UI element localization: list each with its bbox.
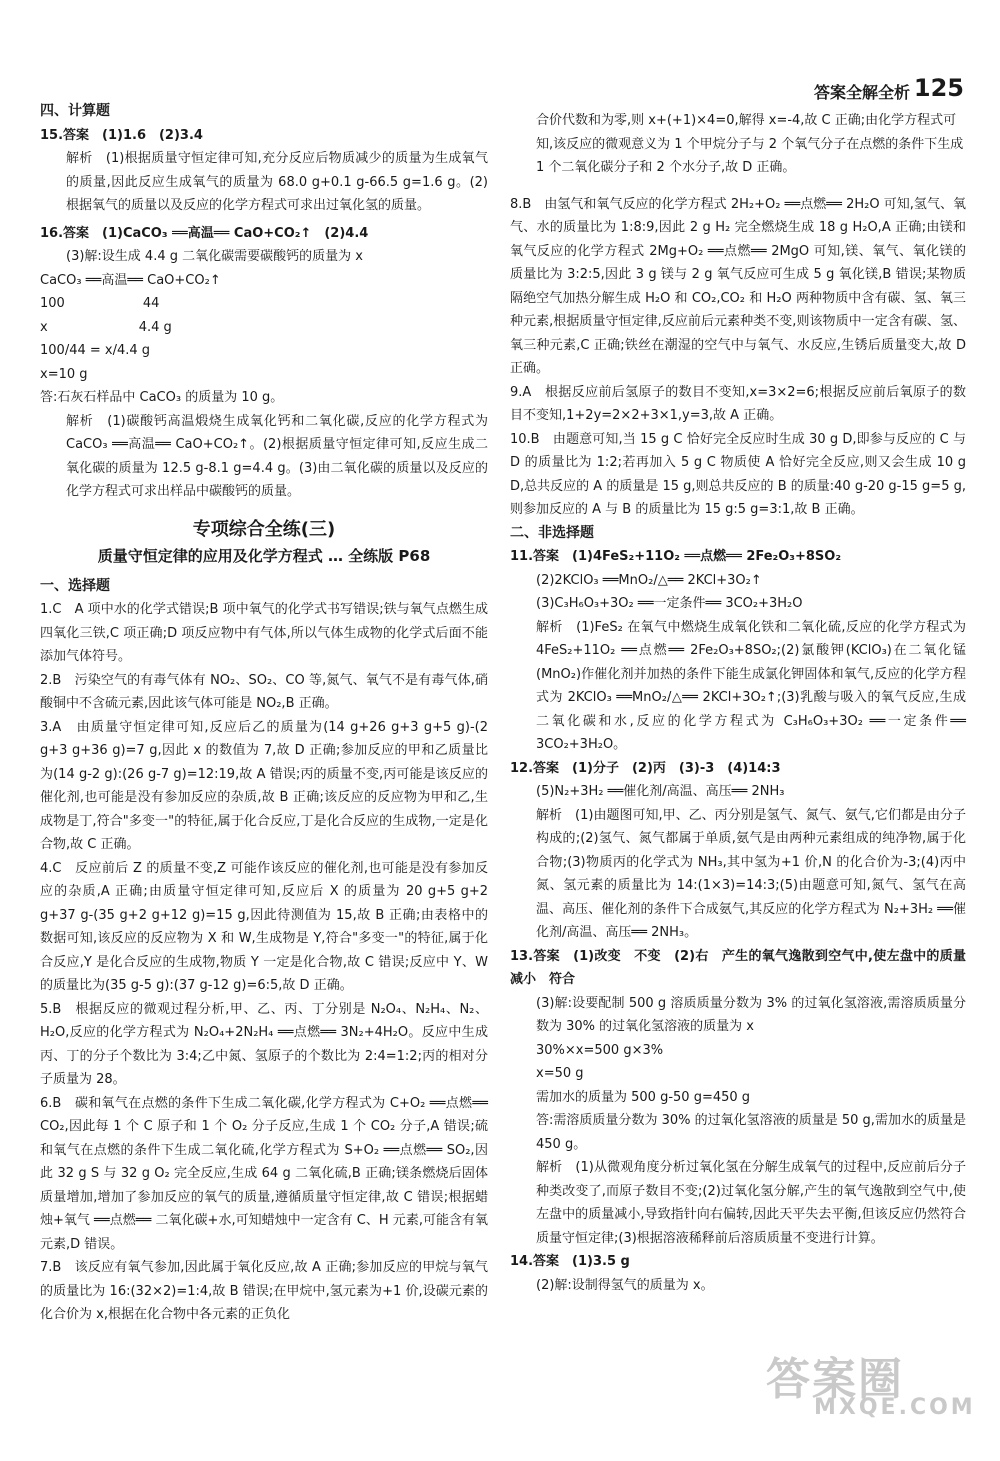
question-15: [40, 124, 488, 218]
solution-line: CaCO₃ ══高温══ CaO+CO₂↑: [40, 272, 221, 288]
header-section-title: 答案全解全析: [813, 83, 910, 102]
choice-item: 7.B 该反应有氧气参加,因此属于氧化反应,故 A 正确;参加反应的甲烷与氧气的质量比为 16:(32×2)=1:4,故 B 错误;在甲烷中,氢元素为+1 价,设碳元素的化合价为 x,根据在化合物中各元素的正负化: [40, 1260, 488, 1322]
answer-line: 13.答案 (1)改变 不变 (2)右 产生的氧气逸散到空气中,使左盘中的质量减小 符合: [510, 948, 966, 987]
answer-line: (5)N₂+3H₂ ══催化剂/高温、高压══ 2NH₃: [536, 784, 785, 799]
question-16: [40, 222, 488, 504]
choice-item: 1.C A 项中水的化学式错误;B 项中氧气的化学式书写错误;铁与氧气点燃生成四氧化三铁,C 项正确;D 项反应物中有气体,所以气体生成物的化学式后面不能添加气体符号。: [40, 602, 488, 664]
choice-item: 10.B 由题意可知,当 15 g C 恰好完全反应时生成 30 g D,即参与反应的 C 与 D 的质量比为 1:2;若再加入 5 g C 物质使 A 恰好完全反应,则又会生成 10 g D,总共反应的 A 的质量是 15 g,则总共反应的 B 的质量:40 g-20 g-15 g=5 g,则参加反应的 A 与 B 的质量比为 15 g:5 g=3:1,故 B 正确。: [510, 431, 966, 517]
explanation: 解析 (1)由题图可知,甲、乙、丙分别是氢气、氮气、氨气,它们都是由分子构成的;(2)氢气、氮气都属于单质,氨气是由两种元素组成的纯净物,属于化合物;(3)物质丙的化学式为 NH₃,其中氢为+1 价,N 的化合价为-3;(4)丙中氮、氢元素的质量比为 14:(1×3)=14:3;(5)由题意可知,氮气、氢气在高温、高压、催化剂的条件下合成氨气,其反应的化学方程式为 N₂+3H₂ ══催化剂/高温、高压══ 2NH₃。: [536, 807, 966, 940]
section-subtitle: 质量守恒定律的应用及化学方程式 … 全练版 P68: [97, 547, 431, 565]
question-11: [510, 545, 966, 757]
explanation: 解析 (1)根据质量守恒定律可知,充分反应后物质减少的质量为生成氧气的质量,因此反应生成氧气的质量为 68.0 g+0.1 g-66.5 g=1.6 g。(2)根据氧气的质量以及反应的化学方程式可求出过氧化氢的质量。: [66, 151, 488, 213]
answer-line: (2)2KClO₃ ══MnO₂/△══ 2KCl+3O₂↑: [536, 572, 762, 588]
answer-line: (3)C₃H₆O₃+3O₂ ══一定条件══ 3CO₂+3H₂O: [536, 596, 803, 611]
answer-line: 12.答案 (1)分子 (2)丙 (3)-3 (4)14:3: [510, 760, 781, 776]
solution-line: (2)解:设制得氢气的质量为 x。: [536, 1277, 714, 1293]
solution-line: 答:石灰石样品中 CaCO₃ 的质量为 10 g。: [40, 390, 284, 405]
solution-line: 30%×x=500 g×3%: [536, 1042, 664, 1058]
choice-item: 5.B 根据反应的微观过程分析,甲、乙、丙、丁分别是 N₂O₄、N₂H₄、N₂、H₂O,反应的化学方程式为 N₂O₄+2N₂H₄ ══点燃══ 3N₂+4H₂O。反应中生成丙、丁的分子个数比为 3:4;乙中氮、氢原子的个数比为 2:4=1:2;丙的相对分子质量为 28。: [40, 1001, 488, 1087]
watermark-domain-text: MXQE.COM: [814, 1395, 976, 1420]
page-number: 125: [913, 74, 964, 102]
explanation: 解析 (1)FeS₂ 在氧气中燃烧生成氧化铁和二氧化硫,反应的化学方程式为 4FeS₂+11O₂ ══点燃══ 2Fe₂O₃+8SO₂;(2)氯酸钾(KClO₃)在二氧化锰(MnO₂)作催化剂并加热的条件下能生成氯化钾固体和氧气,反应的化学方程式为 2KClO₃ ══MnO₂/△══ 2KCl+3O₂↑;(3)乳酸与吸入的氧气反应,生成二氧化碳和水,反应的化学方程式为 C₃H₆O₃+3O₂ ══一定条件══ 3CO₂+3H₂O。: [536, 619, 966, 752]
answer-line: 15.答案 (1)1.6 (2)3.4: [40, 127, 203, 143]
choice-item: 4.C 反应前后 Z 的质量不变,Z 可能作该反应的催化剂,也可能是没有参加反应的杂质,A 正确;由质量守恒定律可知,反应后 X 的质量为 20 g+5 g+2 g+37 g-(35 g+2 g+12 g)=15 g,因此待测值为 15,故 B 正确;由表格中的数据可知,该反应的反应物为 X 和 W,生成物是 Y,符合"多变一"的特征,属于化合反应,Y 是化合反应的生成物,物质 Y 一定是化合物,故 C 错误;反应中 Y、W 的质量比为(35 g-5 g):(37 g-12 g)=6:5,故 D 正确。: [40, 860, 488, 993]
answer-line: 11.答案 (1)4FeS₂+11O₂ ══点燃══ 2Fe₂O₃+8SO₂: [510, 549, 842, 564]
section-heading-nonchoice: 二、非选择题: [510, 524, 594, 541]
solution-line: (3)解:设要配制 500 g 溶质质量分数为 3% 的过氧化氢溶液,需溶质质量分数为 30% 的过氧化氢溶液的质量为 x: [536, 995, 966, 1034]
solution-line: 答:需溶质质量分数为 30% 的过氧化氢溶液的质量是 50 g,需加水的质量是 450 g。: [536, 1113, 966, 1152]
section-heading-choice: 一、选择题: [40, 577, 110, 594]
choice-item: 3.A 由质量守恒定律可知,反应后乙的质量为(14 g+26 g+3 g+5 g)-(2 g+3 g+36 g)=7 g,因此 x 的数值为 7,故 D 正确;参加反应的甲和乙质量比为(14 g-2 g):(26 g-7 g)=12:19,故 A 错误;丙的质量不变,丙可能是该反应的催化剂,也可能是没有参加反应的杂质,故 B 正确;该反应的反应物为甲和乙,生成物是丁,符合"多变一"的特征,属于化合反应,丁是化合反应的生成物,一定是化合物,故 C 正确。: [40, 719, 488, 852]
left-column: [40, 100, 488, 1327]
choice-answers-continued: [510, 193, 966, 522]
watermark-logo: [766, 1343, 976, 1433]
solution-line: x=50 g: [536, 1066, 584, 1081]
choice-item: 8.B 由氢气和氧气反应的化学方程式 2H₂+O₂ ══点燃══ 2H₂O 可知,氢气、氧气、水的质量比为 1:8:9,因此 2 g H₂ 完全燃烧生成 18 g H₂O,A 正确;由镁和氧气反应的化学方程式 2Mg+O₂ ══点燃══ 2MgO 可知,镁、氧气、氧化镁的质量比为 3:2:5,因此 3 g 镁与 2 g 氧气反应可生成 5 g 氧化镁,B 错误;某物质隔绝空气加热分解生成 H₂O 和 CO₂,CO₂ 和 H₂O 两种物质中含有碳、氢、氧三种元素,根据质量守恒定律,反应前后元素种类不变,则该物质中一定含有碳、氢、氧三种元素,C 正确;铁丝在潮湿的空气中与氧气、水反应,生锈后质量变大,故 D 正确。: [510, 196, 966, 376]
solution-line: x 4.4 g: [40, 319, 172, 335]
watermark-main-text: 答案圈: [766, 1354, 904, 1405]
solution-line: (3)解:设生成 4.4 g 二氧化碳需要碳酸钙的质量为 x: [66, 249, 363, 264]
explanation: 解析 (1)碳酸钙高温煅烧生成氧化钙和二氧化碳,反应的化学方程式为 CaCO₃ ══高温══ CaO+CO₂↑。(2)根据质量守恒定律可知,反应生成二氧化碳的质量为 12.5 g-8.1 g=4.4 g。(3)由二氧化碳的质量以及反应的化学方程式可求出样品中碳酸钙的质量。: [66, 413, 488, 499]
answer-line: 14.答案 (1)3.5 g: [510, 1254, 630, 1269]
question-14: [510, 1250, 966, 1297]
solution-line: x=10 g: [40, 366, 88, 382]
choice-item: 9.A 根据反应前后氢原子的数目不变知,x=3×2=6;根据反应前后氧原子的数目不变知,1+2y=2×2+3×1,y=3,故 A 正确。: [510, 384, 966, 423]
answer-line: 16.答案 (1)CaCO₃ ══高温══ CaO+CO₂↑ (2)4.4: [40, 225, 369, 241]
section-heading-calculation: 四、计算题: [40, 103, 110, 119]
question-12: [510, 757, 966, 945]
section-title: 专项综合全练(三): [192, 518, 336, 540]
explanation: 解析 (1)从微观角度分析过氧化氢在分解生成氧气的过程中,反应前后分子种类改变了,而原子数目不变;(2)过氧化氢分解,产生的氧气逸散到空气中,使左盘中的质量减小,导致指针向右偏转,因此天平失去平衡,但该反应仍然符合质量守恒定律;(3)根据溶液稀释前后溶质质量不变进行计算。: [536, 1160, 966, 1246]
continued-text: 合价代数和为零,则 x+(+1)×4=0,解得 x=-4,故 C 正确;由化学方程式可知,该反应的微观意义为 1 个甲烷分子与 2 个氧气分子在点燃的条件下生成 1 个二氧化碳分子和 2 个水分子,故 D 正确。: [536, 113, 964, 175]
solution-line: 100 44: [40, 296, 160, 311]
choice-answers: [40, 598, 488, 1327]
solution-line: 100/44 = x/4.4 g: [40, 343, 151, 358]
choice-item: 2.B 污染空气的有毒气体有 NO₂、SO₂、CO 等,氮气、氧气不是有毒气体,硝酸铜中不含硫元素,因此该气体可能是 NO₂,B 正确。: [40, 672, 488, 711]
question-13: [510, 945, 966, 1251]
right-column: [510, 96, 966, 1297]
solution-line: 需加水的质量为 500 g-50 g=450 g: [536, 1089, 751, 1105]
choice-item: 6.B 碳和氧气在点燃的条件下生成二氧化碳,化学方程式为 C+O₂ ══点燃══ CO₂,因此每 1 个 C 原子和 1 个 O₂ 分子反应,生成 1 个 CO₂ 分子,A 错误;硫和氧气在点燃的条件下生成二氧化硫,化学方程式为 S+O₂ ══点燃══ SO₂,因此 32 g S 与 32 g O₂ 完全反应,生成 64 g 二氧化硫,B 正确;镁条燃烧后固体质量增加,增加了参加反应的氧气的质量,遵循质量守恒定律,故 C 错误;根据蜡烛+氧气 ══点燃══ 二氧化碳+水,可知蜡烛中一定含有 C、H 元素,可能含有氧元素,D 错误。: [40, 1095, 488, 1252]
